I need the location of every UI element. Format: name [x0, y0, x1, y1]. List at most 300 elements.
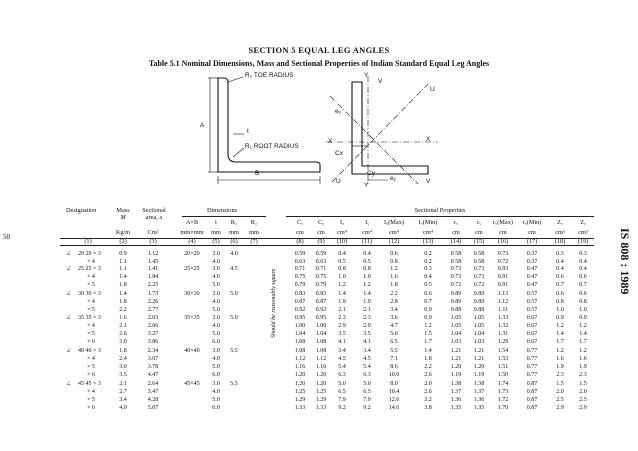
data-cell: 1.6	[390, 274, 398, 280]
data-cell: 0.57	[526, 291, 538, 297]
data-cell: 0.8	[338, 266, 346, 272]
axis-x-left-label: X	[328, 138, 333, 145]
data-cell: 3.4	[363, 348, 371, 354]
data-cell: 4.5	[363, 356, 371, 362]
data-cell: 1.05	[473, 323, 485, 329]
prop-col-header: rᵧ	[477, 219, 481, 226]
designation-cell: × 5	[87, 331, 95, 337]
data-cell: 0.59	[315, 251, 327, 257]
data-cell: 4.0	[212, 259, 220, 265]
leg-a-label: A	[200, 122, 205, 129]
data-cell: 1.11	[497, 307, 509, 313]
data-cell: 0.72	[497, 259, 509, 265]
data-cell: 0.7	[424, 299, 432, 305]
data-cell: 7.9	[363, 397, 371, 403]
data-cell: 1.70	[497, 405, 509, 411]
data-cell: 4.7	[390, 323, 398, 329]
standard-code: IS 808 : 1989	[618, 228, 632, 295]
data-cell: 0.6	[579, 274, 587, 280]
data-cell: 0.91	[497, 282, 509, 288]
thickness-label: t	[247, 128, 249, 135]
data-cell: 1.12	[315, 356, 327, 362]
root-radius-label: R₁ ROOT RADIUS	[245, 143, 299, 150]
data-cell: 0.8	[363, 266, 371, 272]
data-cell: 3.86	[147, 339, 159, 345]
data-cell: 1.08	[294, 339, 306, 345]
data-cell: 0.9	[424, 307, 432, 313]
data-cell: 1.72	[497, 397, 509, 403]
data-cell: 0.63	[294, 259, 306, 265]
data-cell: 0.47	[526, 274, 538, 280]
data-cell: 0.93	[497, 266, 509, 272]
data-cell: 0.71	[294, 266, 306, 272]
data-cell: 2.0	[424, 381, 432, 387]
prop-col-header: Iᵥ(Min)	[418, 219, 438, 226]
data-cell: 3.0	[212, 348, 220, 354]
data-cell: 4.0	[212, 274, 220, 280]
designation-cell: 25 25 × 3	[78, 266, 101, 272]
designation-cell: 35 35 × 3	[78, 315, 101, 321]
data-cell: 5.5	[390, 348, 398, 354]
unit-cell: cm⁴	[337, 229, 347, 236]
data-cell: 0.2	[424, 259, 432, 265]
data-cell: 8.6	[390, 364, 398, 370]
data-cell: 1.7	[579, 339, 587, 345]
data-cell: 2.2	[424, 364, 432, 370]
data-cell: 1.21	[450, 356, 462, 362]
data-cell: 5.5	[230, 348, 238, 354]
data-cell: 1.16	[315, 364, 327, 370]
data-cell: 0.5	[363, 259, 371, 265]
unit-cell: cm³	[555, 229, 565, 236]
data-cell: 1.05	[450, 323, 462, 329]
data-cell: 2.0	[579, 389, 587, 395]
data-cell: 1.00	[315, 323, 327, 329]
data-cell: 5.0	[230, 291, 238, 297]
data-cell: 1.38	[473, 381, 485, 387]
data-cell: 1.2	[424, 323, 432, 329]
data-cell: 1.6	[556, 356, 564, 362]
data-cell: 1.19	[450, 372, 462, 378]
data-cell: 3.0	[212, 266, 220, 272]
prop-col-header: Cₓ	[296, 219, 304, 226]
data-cell: 1.08	[315, 339, 327, 345]
data-cell: 1.37	[473, 389, 485, 395]
data-cell: 1.32	[497, 323, 509, 329]
data-cell: 10.4	[388, 389, 400, 395]
data-cell: 1.6	[119, 315, 127, 321]
data-cell: 2.7	[119, 389, 127, 395]
data-cell: 1.21	[473, 356, 485, 362]
column-number: (12)	[388, 238, 400, 245]
prop-col-header: Iᵧ	[365, 219, 369, 226]
dim-col-header: R₂	[250, 219, 258, 226]
data-cell: 0.4	[579, 266, 587, 272]
data-cell: 5.4	[338, 364, 346, 370]
data-cell: 1.33	[294, 405, 306, 411]
data-cell: 5.4	[363, 364, 371, 370]
column-number: (2)	[119, 238, 127, 245]
data-cell: 2.0	[556, 389, 564, 395]
data-cell: 4.0	[212, 323, 220, 329]
data-cell: 1.50	[497, 372, 509, 378]
data-cell: 1.03	[450, 339, 462, 345]
data-cell: 1.20	[294, 381, 306, 387]
designation-cell: 30 30 × 3	[78, 291, 101, 297]
column-number: (19)	[577, 238, 589, 245]
prop-col-header: Cᵧ	[318, 219, 324, 226]
data-cell: 10.0	[388, 372, 400, 378]
unit-cell: cm	[317, 229, 325, 236]
data-cell: 1.35	[473, 405, 485, 411]
data-cell: 1.2	[556, 323, 564, 329]
data-cell: 0.7	[579, 282, 587, 288]
data-cell: 3.0	[212, 315, 220, 321]
data-cell: 1.2	[338, 282, 346, 288]
data-cell: 2.3	[556, 372, 564, 378]
data-cell: 3.0	[212, 291, 220, 297]
data-cell: 0.59	[294, 251, 306, 257]
angle-symbol: ∠	[66, 315, 72, 321]
data-cell: 1.25	[315, 389, 327, 395]
data-cell: 2.1	[119, 381, 127, 387]
data-cell: 1.8	[119, 282, 127, 288]
data-cell: 2.1	[119, 323, 127, 329]
data-cell: 6.5	[390, 339, 398, 345]
prop-col-header: rₓ	[454, 219, 458, 226]
data-cell: 0.4	[338, 251, 346, 257]
data-cell: 4.1	[363, 339, 371, 345]
data-cell: 5.0	[230, 315, 238, 321]
data-cell: 3.0	[119, 364, 127, 370]
data-cell: 6.0	[212, 339, 220, 345]
unit-cell: mm	[249, 229, 259, 236]
unit-cell: cm	[452, 229, 460, 236]
column-number: (8)	[296, 238, 304, 245]
dim-col-header: A×B	[185, 219, 199, 226]
data-cell: 0.9	[424, 315, 432, 321]
data-cell: 1.53	[497, 356, 509, 362]
axis-u-top-label: U	[430, 86, 435, 93]
data-cell: 6.5	[338, 389, 346, 395]
data-cell: 1.29	[315, 397, 327, 403]
data-cell: 0.4	[556, 259, 564, 265]
data-cell: 2.1	[338, 307, 346, 313]
unit-cell: cm	[475, 229, 483, 236]
data-cell: 0.75	[294, 274, 306, 280]
data-cell: 2.9	[338, 323, 346, 329]
data-cell: 0.87	[526, 389, 538, 395]
data-cell: 1.73	[497, 389, 509, 395]
column-number: (1)	[84, 238, 92, 245]
data-cell: 1.33	[497, 315, 509, 321]
unit-cell: cm	[528, 229, 536, 236]
axis-u-bottom-label: U	[336, 178, 341, 185]
data-cell: 0.87	[526, 381, 538, 387]
data-cell: 2.9	[556, 405, 564, 411]
designation-cell: × 6	[87, 372, 95, 378]
unit-cell: cm	[499, 229, 507, 236]
unit-cell: mm	[229, 229, 239, 236]
unit-cell: Cm²	[147, 229, 159, 236]
data-cell: 6.3	[338, 372, 346, 378]
unit-cell: cm³	[578, 229, 588, 236]
data-cell: 1.38	[450, 381, 462, 387]
data-cell: 2.77	[147, 307, 159, 313]
data-cell: 0.58	[473, 251, 485, 257]
column-number: (14)	[450, 238, 462, 245]
data-cell: 0.87	[315, 299, 327, 305]
data-cell: 1.4	[119, 291, 127, 297]
column-number: (5)	[212, 238, 220, 245]
header-mass: Mass	[116, 207, 130, 214]
data-cell: 2.34	[147, 348, 159, 354]
data-cell: 0.7	[556, 282, 564, 288]
data-cell: 0.4	[363, 251, 371, 257]
data-cell: 1.25	[294, 389, 306, 395]
header-sectional-properties: Sectional Properties	[414, 207, 466, 214]
prop-col-header: Zₓ	[557, 219, 563, 226]
data-cell: 0.57	[526, 307, 538, 313]
data-cell: 2.64	[147, 381, 159, 387]
data-cell: 6.0	[212, 372, 220, 378]
data-cell: 1.45	[147, 259, 159, 265]
leg-b-label: B	[255, 170, 260, 177]
data-cell: 1.9	[363, 299, 371, 305]
data-cell: 0.6	[579, 291, 587, 297]
data-cell: 1.84	[147, 274, 159, 280]
data-cell: 2.26	[147, 299, 159, 305]
designation-cell: × 5	[87, 397, 95, 403]
data-cell: 0.72	[473, 282, 485, 288]
data-cell: 35×35	[184, 315, 200, 321]
data-cell: 2.2	[119, 307, 127, 313]
data-cell: 2.03	[147, 315, 159, 321]
designation-cell: × 4	[87, 274, 95, 280]
data-cell: 5.0	[212, 364, 220, 370]
data-cell: 0.63	[315, 259, 327, 265]
data-cell: 5.6	[390, 331, 398, 337]
data-cell: 5.5	[230, 381, 238, 387]
data-cell: 0.73	[450, 274, 462, 280]
data-cell: 1.0	[579, 307, 587, 313]
designation-cell: × 6	[87, 405, 95, 411]
data-cell: 1.4	[338, 291, 346, 297]
data-cell: 0.73	[450, 266, 462, 272]
data-cell: 0.4	[424, 274, 432, 280]
column-number: (3)	[149, 238, 157, 245]
data-cell: 1.8	[119, 299, 127, 305]
data-cell: 0.79	[315, 282, 327, 288]
angle-section-figure	[188, 72, 338, 190]
column-number: (4)	[188, 238, 196, 245]
data-cell: 0.6	[556, 274, 564, 280]
unit-cell: Kg/m	[115, 229, 131, 236]
data-cell: 0.8	[390, 259, 398, 265]
column-number: (18)	[554, 238, 566, 245]
data-cell: 1.9	[556, 364, 564, 370]
data-cell: 1.20	[294, 372, 306, 378]
data-cell: 1.2	[390, 266, 398, 272]
data-cell: 2.25	[147, 282, 159, 288]
data-cell: 3.6	[390, 315, 398, 321]
data-cell: 0.83	[315, 291, 327, 297]
unit-cell: cm⁴	[389, 229, 399, 236]
header-sectional-area-2: area, a	[145, 214, 163, 221]
data-cell: 1.8	[119, 348, 127, 354]
data-cell: 1.4	[556, 331, 564, 337]
data-cell: 0.88	[473, 307, 485, 313]
data-cell: 3.5	[119, 372, 127, 378]
data-cell: 2.66	[147, 323, 159, 329]
data-cell: 1.05	[473, 315, 485, 321]
table-title: Table 5.1 Nominal Dimensions, Mass and Sectional Properties of Indian Standard Equal Leg Angles	[148, 59, 490, 68]
data-cell: 3.8	[424, 405, 432, 411]
data-cell: 1.20	[315, 381, 327, 387]
column-number: (9)	[317, 238, 325, 245]
data-cell: 4.28	[147, 397, 159, 403]
data-cell: 1.9	[579, 364, 587, 370]
data-cell: 3.07	[147, 356, 159, 362]
data-cell: 0.67	[526, 323, 538, 329]
data-cell: 3.4	[338, 348, 346, 354]
dim-col-header: t	[215, 219, 217, 226]
data-cell: 3.5	[338, 331, 346, 337]
data-cell: 1.05	[450, 315, 462, 321]
data-cell: 2.5	[579, 397, 587, 403]
data-cell: 4.0	[119, 405, 127, 411]
data-cell: 1.36	[473, 397, 485, 403]
data-cell: 0.91	[497, 274, 509, 280]
unit-cell: mm	[211, 229, 221, 236]
data-cell: 2.1	[363, 307, 371, 313]
angle-symbol: ∠	[66, 251, 72, 257]
prop-col-header: Iᵤ(Max)	[384, 219, 404, 226]
designation-cell: × 5	[87, 364, 95, 370]
data-cell: 1.21	[450, 348, 462, 354]
data-cell: 30×30	[184, 291, 200, 297]
section-title: SECTION 5 EQUAL LEG ANGLES	[248, 45, 390, 55]
data-cell: 0.92	[315, 307, 327, 313]
data-cell: 0.77	[526, 372, 538, 378]
data-cell: 1.36	[450, 397, 462, 403]
data-cell: 0.87	[526, 397, 538, 403]
data-cell: 8.0	[390, 381, 398, 387]
data-cell: 1.5	[579, 381, 587, 387]
data-cell: 1.5	[424, 331, 432, 337]
column-number: (15)	[473, 238, 485, 245]
data-cell: 1.16	[294, 364, 306, 370]
unit-cell: mm×mm	[180, 229, 204, 236]
data-cell: 0.5	[424, 282, 432, 288]
data-cell: 1.03	[473, 339, 485, 345]
data-cell: 1.41	[147, 266, 159, 272]
designation-cell: 45 45 × 3	[78, 381, 101, 387]
data-cell: 1.4	[119, 274, 127, 280]
data-cell: 1.9	[338, 299, 346, 305]
data-cell: 0.73	[473, 274, 485, 280]
data-cell: 0.89	[473, 299, 485, 305]
data-cell: 0.37	[526, 259, 538, 265]
data-cell: 1.12	[294, 356, 306, 362]
data-cell: 0.6	[556, 291, 564, 297]
data-cell: 1.29	[497, 339, 509, 345]
prop-col-header: rᵤ(Max)	[493, 219, 513, 226]
data-cell: 0.6	[390, 251, 398, 257]
ex-label: eₓ	[335, 108, 341, 115]
data-cell: 3.0	[212, 251, 220, 257]
data-cell: 0.58	[450, 259, 462, 265]
header-dimensions: Dimensions	[206, 207, 238, 214]
data-cell: 4.5	[230, 266, 238, 272]
data-cell: 1.08	[294, 348, 306, 354]
data-cell: 0.79	[294, 282, 306, 288]
axis-v-top-label: V	[378, 78, 383, 85]
data-cell: 1.4	[424, 348, 432, 354]
data-cell: 1.6	[579, 356, 587, 362]
designation-cell: × 4	[87, 389, 95, 395]
data-cell: 4.0	[212, 356, 220, 362]
data-cell: 0.71	[315, 266, 327, 272]
data-cell: 6.5	[363, 389, 371, 395]
data-cell: 2.9	[363, 323, 371, 329]
data-cell: 1.04	[473, 331, 485, 337]
dim-col-header: R₁	[230, 219, 238, 226]
data-cell: 2.9	[579, 405, 587, 411]
data-cell: 0.92	[294, 307, 306, 313]
data-cell: 0.37	[526, 251, 538, 257]
data-cell: 3.0	[212, 381, 220, 387]
data-cell: 0.8	[556, 299, 564, 305]
header-mass-symbol: M	[120, 214, 126, 221]
data-cell: 1.1	[119, 266, 127, 272]
data-cell: 2.5	[556, 397, 564, 403]
data-cell: 0.89	[450, 291, 462, 297]
header-designation: Designation	[66, 207, 97, 214]
data-cell: 0.67	[526, 339, 538, 345]
data-cell: 0.5	[338, 259, 346, 265]
data-cell: 1.2	[363, 282, 371, 288]
data-cell: 0.73	[473, 266, 485, 272]
axis-y-bottom-label: Y	[364, 182, 369, 189]
data-cell: 1.4	[579, 331, 587, 337]
data-cell: 1.08	[315, 348, 327, 354]
data-cell: 1.1	[119, 259, 127, 265]
page-number: 50	[3, 233, 10, 241]
data-cell: 2.4	[119, 356, 127, 362]
unit-cell: cm	[296, 229, 304, 236]
data-cell: 2.3	[579, 372, 587, 378]
data-cell: 6.0	[212, 405, 220, 411]
data-cell: 1.04	[294, 331, 306, 337]
data-cell: 20×20	[184, 251, 200, 257]
data-cell: 1.4	[363, 291, 371, 297]
designation-cell: × 6	[87, 339, 95, 345]
designation-cell: × 4	[87, 356, 95, 362]
data-cell: 0.87	[526, 405, 538, 411]
data-cell: 1.35	[450, 405, 462, 411]
data-cell: 0.73	[497, 251, 509, 257]
column-number: (7)	[250, 238, 258, 245]
prop-col-header: rᵥ(Min)	[522, 219, 542, 226]
toe-radius-label: R₂ TOE RADIUS	[245, 72, 294, 79]
data-cell: 7.1	[390, 356, 398, 362]
data-cell: 0.47	[526, 282, 538, 288]
data-cell: 0.75	[315, 274, 327, 280]
designation-cell: × 5	[87, 307, 95, 313]
axis-x-right-label: X	[426, 136, 431, 143]
data-cell: 9.2	[363, 405, 371, 411]
